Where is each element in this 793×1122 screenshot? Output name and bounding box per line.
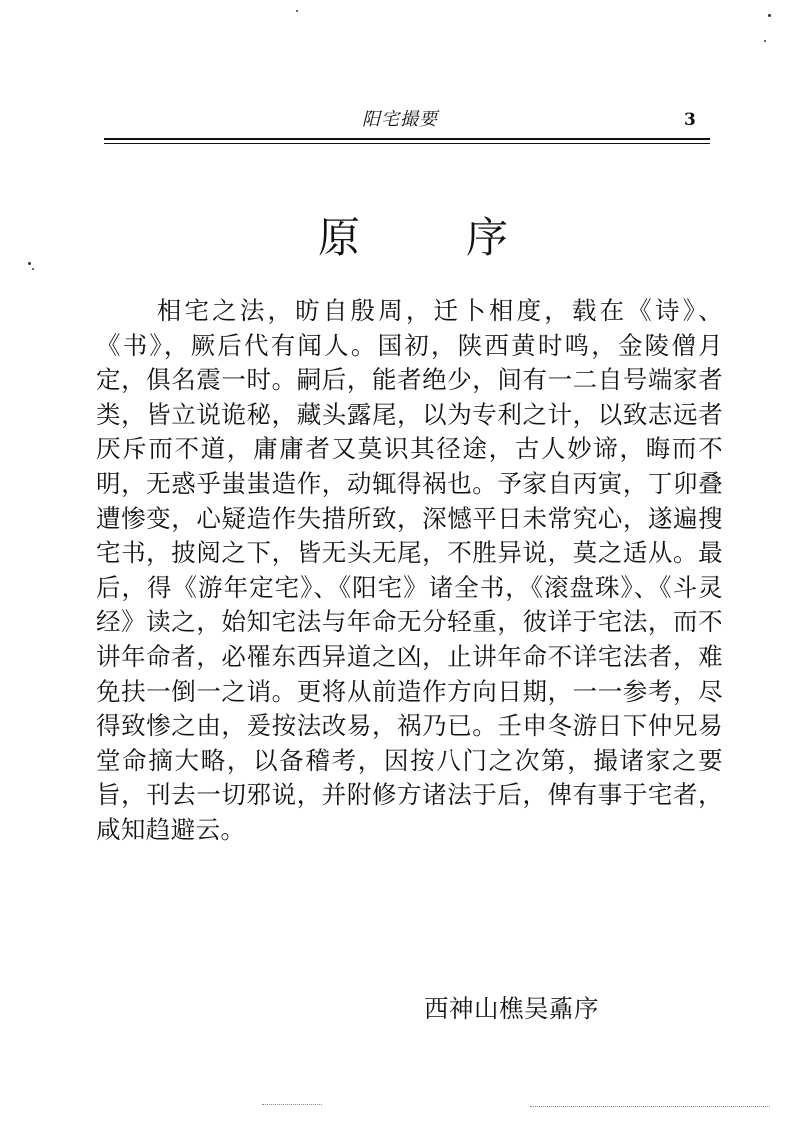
- scan-dashes: [262, 1104, 322, 1105]
- preface-heading: [318, 212, 508, 264]
- heading-char-1: 原: [318, 213, 361, 262]
- scan-speck: [296, 10, 298, 12]
- preface-body: [96, 294, 723, 848]
- page-number: 3: [684, 110, 696, 130]
- scan-speck: [764, 40, 766, 42]
- signature: 西神山樵吴鼒序: [424, 994, 599, 1023]
- scan-speck: [768, 14, 771, 17]
- running-title: 阳宅撮要: [362, 109, 438, 130]
- header-rule-thick: [104, 138, 710, 140]
- header-rule-thin: [104, 143, 710, 144]
- scan-speck: [32, 268, 34, 270]
- heading-char-2: 序: [465, 213, 508, 262]
- scan-speck: [28, 262, 31, 265]
- scan-dashes: [530, 1106, 770, 1107]
- preface-paragraph: 相宅之法，昉自殷周，迁卜相度，载在《诗》、《书》，厥后代有闻人。国初，陕西黄时鸣，金陵僧月定，俱名震一时。嗣后，能者绝少，间有一二自号端家者类，皆立说诡秘，藏头露尾，以为专利之计，以致志远者厌斥而不道，庸庸者又莫识其径途，古人妙谛，晦而不明，无惑乎蚩蚩造作，动辄得祸也。予家自丙寅，丁卯叠遭惨变，心疑造作失措所致，深憾平日未常究心，遂遍搜宅书，披阅之下，皆无头无尾，不胜异说，莫之适从。最后，得《游年定宅》、《阳宅》诸全书，《滚盘珠》、《斗灵经》读之，始知宅法与年命无分轻重，彼详于宅法，而不讲年命者，必罹东西异道之凶，止讲年命不详宅法者，难免扶一倒一之诮。更将从前造作方向日期，一一参考，尽得致惨之由，爰按法改易，祸乃已。壬申冬游日下仲兄易堂命摘大略，以备稽考，因按八门之次第，撮诸家之要旨，刊去一切邪说，并附修方诸法于后，俾有事于宅者，咸知趋避云。: [96, 296, 723, 844]
